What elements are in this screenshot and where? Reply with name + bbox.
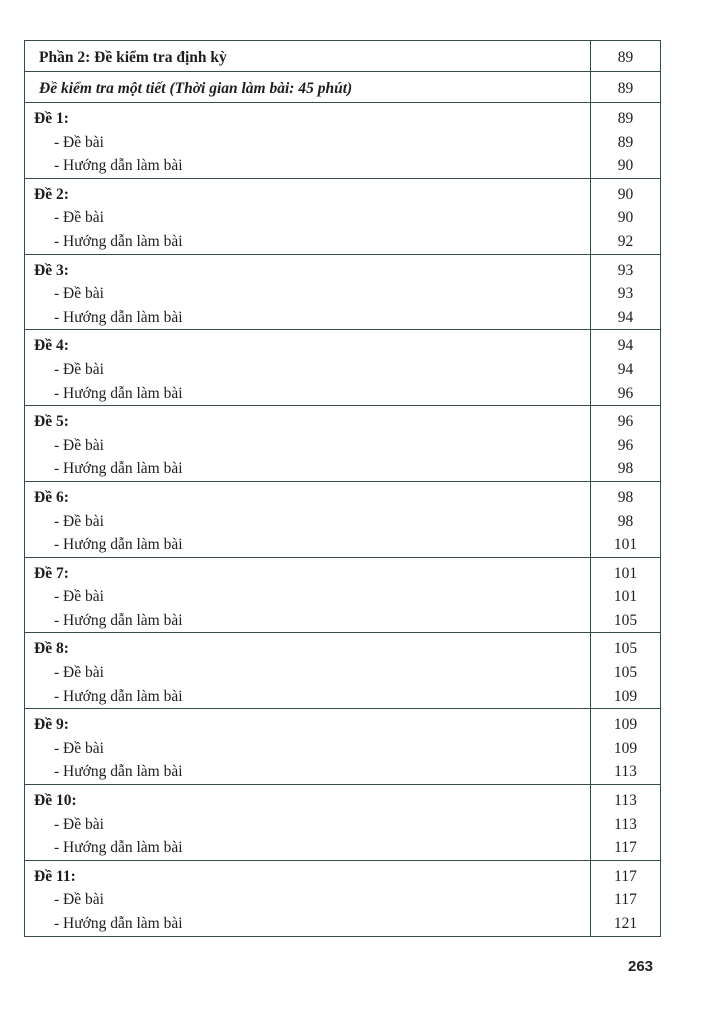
entry-sub-guide-page: 90 [617, 157, 634, 175]
entry-page: 113 [614, 792, 637, 810]
entry-titles [25, 557, 591, 633]
entry-sub-guide-page: 105 [613, 611, 638, 629]
entry-title: Đề 9: [34, 716, 69, 734]
entry-titles [25, 785, 591, 861]
entry-sub-problem-page: 105 [613, 664, 638, 682]
entry-sub-problem: - Đề bài [54, 133, 104, 151]
entry-sub-problem: - Đề bài [54, 815, 104, 833]
entry-sub-guide: - Hướng dẫn làm bài [54, 915, 183, 932]
entry-sub-guide: - Hướng dẫn làm bài [54, 839, 183, 857]
entry-sub-problem-page: 98 [617, 512, 634, 530]
entry-page: 93 [617, 261, 634, 279]
toc-entry-row [25, 785, 661, 861]
toc-entry-row [25, 860, 661, 936]
entry-title: Đề 6: [34, 488, 69, 506]
entry-titles [25, 178, 591, 254]
entry-sub-problem: - Đề bài [54, 360, 104, 378]
entry-page: 96 [617, 413, 634, 431]
part-title: Phần 2: Đề kiểm tra định kỳ [25, 41, 591, 72]
entry-pages [591, 178, 661, 254]
entry-title: Đề 1: [34, 110, 69, 127]
toc-section-row [25, 72, 661, 103]
entry-pages [591, 330, 661, 406]
entry-title: Đề 3: [34, 261, 69, 279]
entry-sub-problem: - Đề bài [54, 891, 104, 909]
part-page: 89 [591, 41, 661, 72]
entry-page: 94 [617, 337, 634, 355]
entry-pages [591, 103, 661, 179]
entry-title: Đề 8: [34, 640, 69, 658]
entry-sub-guide-page: 121 [613, 915, 638, 932]
toc-entry-row [25, 406, 661, 482]
toc-entry-row [25, 254, 661, 330]
entry-sub-problem: - Đề bài [54, 739, 104, 757]
entry-sub-guide: - Hướng dẫn làm bài [54, 687, 183, 705]
toc-entry-row [25, 633, 661, 709]
entry-sub-problem: - Đề bài [54, 436, 104, 454]
entry-pages [591, 785, 661, 861]
entry-sub-problem: - Đề bài [54, 285, 104, 303]
entry-titles [25, 103, 591, 179]
entry-sub-guide: - Hướng dẫn làm bài [54, 157, 183, 175]
toc-entry-row [25, 557, 661, 633]
entry-sub-guide-page: 117 [614, 839, 637, 857]
entry-titles [25, 709, 591, 785]
entry-pages [591, 557, 661, 633]
entry-title: Đề 4: [34, 337, 69, 355]
entry-sub-guide-page: 96 [617, 384, 634, 402]
entry-page: 109 [613, 716, 638, 734]
section-page: 89 [591, 72, 661, 103]
entry-sub-problem-page: 94 [617, 360, 634, 378]
entry-title: Đề 7: [34, 564, 69, 582]
entry-pages [591, 406, 661, 482]
entry-titles [25, 330, 591, 406]
toc-entry-row [25, 178, 661, 254]
entry-sub-problem: - Đề bài [54, 588, 104, 606]
entry-sub-guide: - Hướng dẫn làm bài [54, 763, 183, 781]
entry-sub-guide-page: 109 [613, 687, 638, 705]
toc-entry-row [25, 103, 661, 179]
entry-sub-problem-page: 117 [614, 891, 637, 909]
entry-sub-problem: - Đề bài [54, 664, 104, 682]
entry-pages [591, 254, 661, 330]
entry-sub-problem-page: 93 [617, 285, 634, 303]
toc-entry-row [25, 330, 661, 406]
entry-title: Đề 10: [34, 792, 77, 810]
entry-pages [591, 709, 661, 785]
entry-pages [591, 633, 661, 709]
entry-sub-guide: - Hướng dẫn làm bài [54, 384, 183, 402]
toc-part-row [25, 41, 661, 72]
page-number: 263 [628, 958, 654, 975]
entry-sub-problem-page: 101 [613, 588, 638, 606]
entry-titles [25, 860, 591, 936]
toc-entry-row [25, 709, 661, 785]
entry-sub-guide-page: 92 [617, 232, 634, 250]
toc-entry-row [25, 481, 661, 557]
entry-sub-guide-page: 101 [613, 536, 638, 554]
entry-sub-guide: - Hướng dẫn làm bài [54, 460, 183, 478]
entry-sub-guide: - Hướng dẫn làm bài [54, 232, 183, 250]
entry-sub-problem-page: 89 [617, 133, 634, 151]
entry-title: Đề 5: [34, 413, 69, 431]
entry-titles [25, 406, 591, 482]
entry-page: 117 [614, 867, 637, 885]
entry-sub-guide: - Hướng dẫn làm bài [54, 308, 183, 326]
entry-page: 90 [617, 185, 634, 203]
entry-title: Đề 2: [34, 185, 69, 203]
entry-page: 98 [617, 488, 634, 506]
entry-sub-guide-page: 98 [617, 460, 634, 478]
toc-table [24, 40, 661, 937]
entry-pages [591, 481, 661, 557]
entry-title: Đề 11: [34, 867, 76, 885]
entry-pages [591, 860, 661, 936]
entry-sub-problem: - Đề bài [54, 209, 104, 227]
entry-sub-problem-page: 113 [614, 815, 637, 833]
entry-page: 89 [617, 110, 634, 127]
entry-titles [25, 481, 591, 557]
entry-page: 105 [613, 640, 638, 658]
entry-sub-problem-page: 96 [617, 436, 634, 454]
entry-sub-guide: - Hướng dẫn làm bài [54, 611, 183, 629]
entry-titles [25, 254, 591, 330]
entry-sub-problem: - Đề bài [54, 512, 104, 530]
entry-titles [25, 633, 591, 709]
section-title: Đề kiểm tra một tiết (Thời gian làm bài: 45 phút) [25, 72, 591, 103]
entry-sub-guide-page: 94 [617, 308, 634, 326]
entry-sub-guide: - Hướng dẫn làm bài [54, 536, 183, 554]
entry-sub-problem-page: 109 [613, 739, 638, 757]
entry-page: 101 [613, 564, 638, 582]
entry-sub-guide-page: 113 [614, 763, 637, 781]
entry-sub-problem-page: 90 [617, 209, 634, 227]
